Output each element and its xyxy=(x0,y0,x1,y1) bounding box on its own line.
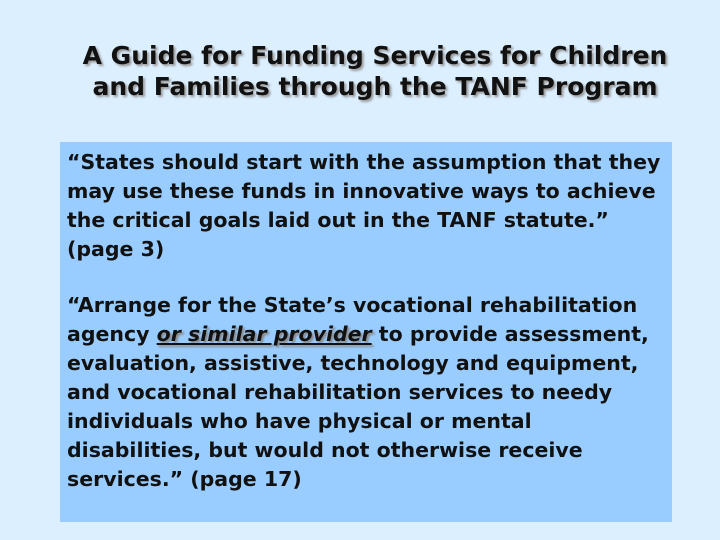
quote-2-after: to provide assessment, evaluation, assistive, technology and equipment, and vocational rehabilitation services to needy individuals who have physical or mental disabilities, but would not otherwise receive services.” (page 17) xyxy=(67,322,649,491)
quote-1: “States should start with the assumption that they may use these funds in innovative ways to achieve the critical goals laid out in the TANF statute.” (page 3) xyxy=(67,150,661,261)
slide-title: A Guide for Funding Services for Children and Families through the TANF Program xyxy=(82,41,668,101)
quote-2 xyxy=(67,291,667,494)
quote-2-emphasis: or similar provider xyxy=(156,322,372,346)
quote-2-before: “Arrange for the State’s vocational rehabilitation agency xyxy=(67,293,638,346)
